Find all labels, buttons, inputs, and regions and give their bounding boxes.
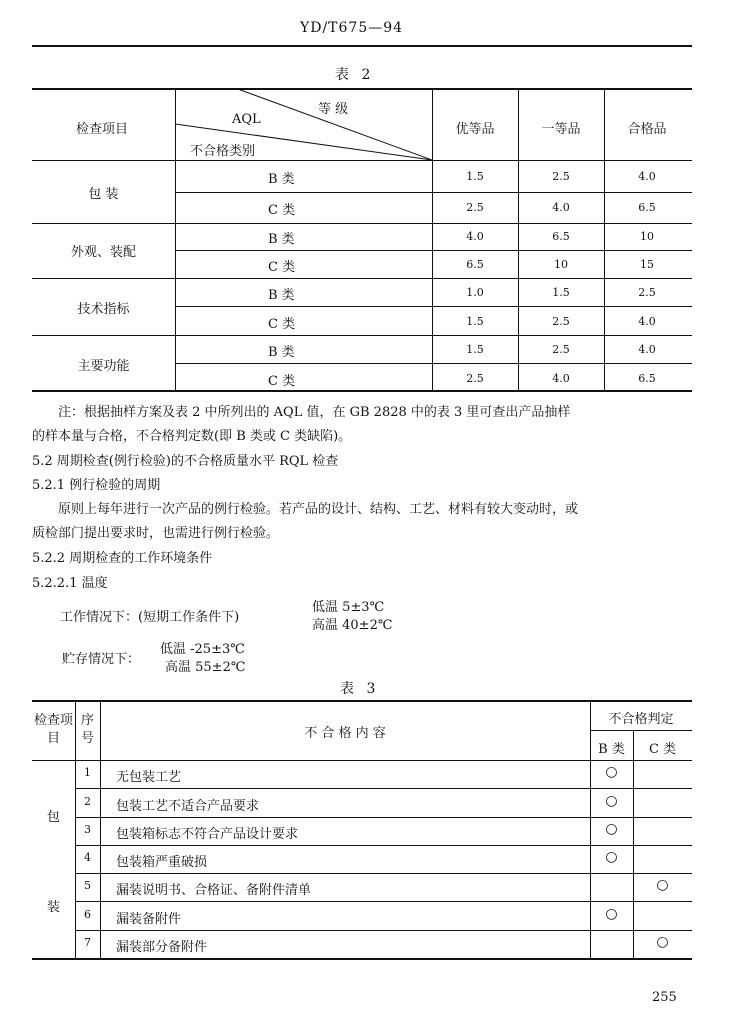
aql-value: 1.5 bbox=[552, 286, 570, 299]
aql-value: 6.5 bbox=[638, 372, 656, 385]
aql-value: 2.5 bbox=[466, 201, 484, 214]
row-text: 漏装说明书、合格证、备附件清单 bbox=[116, 883, 312, 898]
page-number: 255 bbox=[652, 990, 677, 1005]
mark-c: ○ bbox=[656, 934, 669, 950]
row-no: 1 bbox=[84, 766, 91, 779]
aql-value: 1.5 bbox=[466, 315, 484, 328]
group-label: 包 bbox=[46, 810, 60, 825]
storage-low-temp: 低温 -25±3℃ bbox=[160, 642, 245, 657]
group-name: 技术指标 bbox=[77, 302, 130, 317]
aql-value: 1.5 bbox=[466, 343, 484, 356]
section-5-2: 5.2 周期检查(例行检验)的不合格质量水平 RQL 检查 bbox=[32, 454, 339, 469]
mark-b: ○ bbox=[605, 793, 618, 809]
row-text: 漏装备附件 bbox=[116, 912, 182, 927]
grade-header: 优等品 bbox=[455, 122, 495, 137]
row-text: 无包装工艺 bbox=[116, 770, 182, 785]
para-5-2-1-line2: 质检部门提出要求时，也需进行例行检验。 bbox=[32, 526, 280, 541]
class-label: C 类 bbox=[268, 374, 296, 389]
aql-value: 10 bbox=[640, 230, 654, 243]
header-rule bbox=[32, 45, 692, 47]
aql-value: 6.5 bbox=[638, 201, 656, 214]
mark-c: ○ bbox=[656, 877, 669, 893]
aql-value: 4.0 bbox=[466, 230, 484, 243]
work-low-temp: 低温 5±3℃ bbox=[312, 600, 385, 615]
class-label: B 类 bbox=[268, 172, 295, 187]
aql-value: 2.5 bbox=[552, 343, 570, 356]
class-label: B 类 bbox=[268, 232, 295, 247]
row-no: 3 bbox=[84, 823, 91, 836]
aql-value: 1.5 bbox=[466, 170, 484, 183]
row-no: 6 bbox=[84, 908, 91, 921]
row-text: 包装箱标志不符合产品设计要求 bbox=[116, 827, 299, 842]
row-text: 漏装部分备附件 bbox=[116, 940, 208, 955]
aql-value: 2.5 bbox=[466, 372, 484, 385]
note-line-1: 注：根据抽样方案及表 2 中所列出的 AQL 值，在 GB 2828 中的表 3 里可查出产品抽样 bbox=[58, 405, 571, 420]
table2-caption: 表 2 bbox=[335, 67, 375, 83]
section-5-2-1: 5.2.1 例行检验的周期 bbox=[32, 478, 161, 493]
class-label: B 类 bbox=[268, 288, 295, 303]
aql-value: 6.5 bbox=[552, 230, 570, 243]
header-b: B 类 bbox=[598, 742, 625, 757]
group-name: 主要功能 bbox=[77, 359, 130, 374]
class-label: C 类 bbox=[268, 317, 296, 332]
work-high-temp: 高温 40±2℃ bbox=[312, 618, 393, 633]
corner-aql: AQL bbox=[232, 112, 261, 127]
row-no: 4 bbox=[84, 851, 91, 864]
class-label: B 类 bbox=[268, 345, 295, 360]
table3-caption: 表 3 bbox=[340, 681, 380, 697]
para-5-2-1-line1: 原则上每年进行一次产品的例行检验。若产品的设计、结构、工艺、材料有较大变动时，或 bbox=[58, 502, 579, 517]
aql-value: 2.5 bbox=[552, 315, 570, 328]
group-name: 外观、装配 bbox=[70, 245, 136, 260]
class-label: C 类 bbox=[268, 203, 296, 218]
mark-b: ○ bbox=[605, 821, 618, 837]
aql-value: 10 bbox=[554, 258, 568, 271]
header-judge: 不合格判定 bbox=[608, 712, 674, 727]
aql-value: 1.0 bbox=[466, 286, 484, 299]
grade-header: 一等品 bbox=[541, 122, 581, 137]
storage-condition-label: 贮存情况下： bbox=[62, 652, 141, 667]
group-label: 装 bbox=[46, 900, 60, 915]
aql-value: 4.0 bbox=[552, 372, 570, 385]
aql-value: 2.5 bbox=[552, 170, 570, 183]
note-line-2: 的样本量与合格，不合格判定数(即 B 类或 C 类缺陷)。 bbox=[32, 429, 352, 444]
row-no: 5 bbox=[84, 879, 91, 892]
row-no: 7 bbox=[84, 936, 91, 949]
header-item: 检查项目 bbox=[33, 713, 73, 746]
mark-b: ○ bbox=[605, 906, 618, 922]
aql-value: 4.0 bbox=[552, 201, 570, 214]
group-name: 包 装 bbox=[88, 187, 119, 202]
aql-value: 15 bbox=[640, 258, 654, 271]
row-text: 包装工艺不适合产品要求 bbox=[116, 799, 260, 814]
work-condition-label: 工作情况下：(短期工作条件下) bbox=[60, 610, 240, 625]
header-no: 序号 bbox=[80, 713, 94, 746]
row-no: 2 bbox=[84, 795, 91, 808]
row-text: 包装箱严重破损 bbox=[116, 855, 208, 870]
corner-category: 不合格类别 bbox=[190, 144, 256, 159]
storage-high-temp: 高温 55±2℃ bbox=[165, 660, 246, 675]
grade-header: 合格品 bbox=[627, 122, 667, 137]
corner-grade: 等 级 bbox=[318, 102, 349, 117]
aql-value: 6.5 bbox=[466, 258, 484, 271]
aql-value: 4.0 bbox=[638, 315, 656, 328]
header-c: C 类 bbox=[648, 742, 677, 757]
aql-value: 4.0 bbox=[638, 343, 656, 356]
standard-code: YD/T675—94 bbox=[300, 20, 404, 36]
class-label: C 类 bbox=[268, 260, 296, 275]
mark-b: ○ bbox=[605, 764, 618, 780]
corner-item: 检查项目 bbox=[76, 122, 129, 137]
aql-value: 4.0 bbox=[638, 170, 656, 183]
aql-value: 2.5 bbox=[638, 286, 656, 299]
section-5-2-2-1: 5.2.2.1 温度 bbox=[32, 576, 108, 591]
mark-b: ○ bbox=[605, 849, 618, 865]
header-content: 不 合 格 内 容 bbox=[304, 726, 386, 741]
section-5-2-2: 5.2.2 周期检查的工作环境条件 bbox=[32, 551, 213, 566]
